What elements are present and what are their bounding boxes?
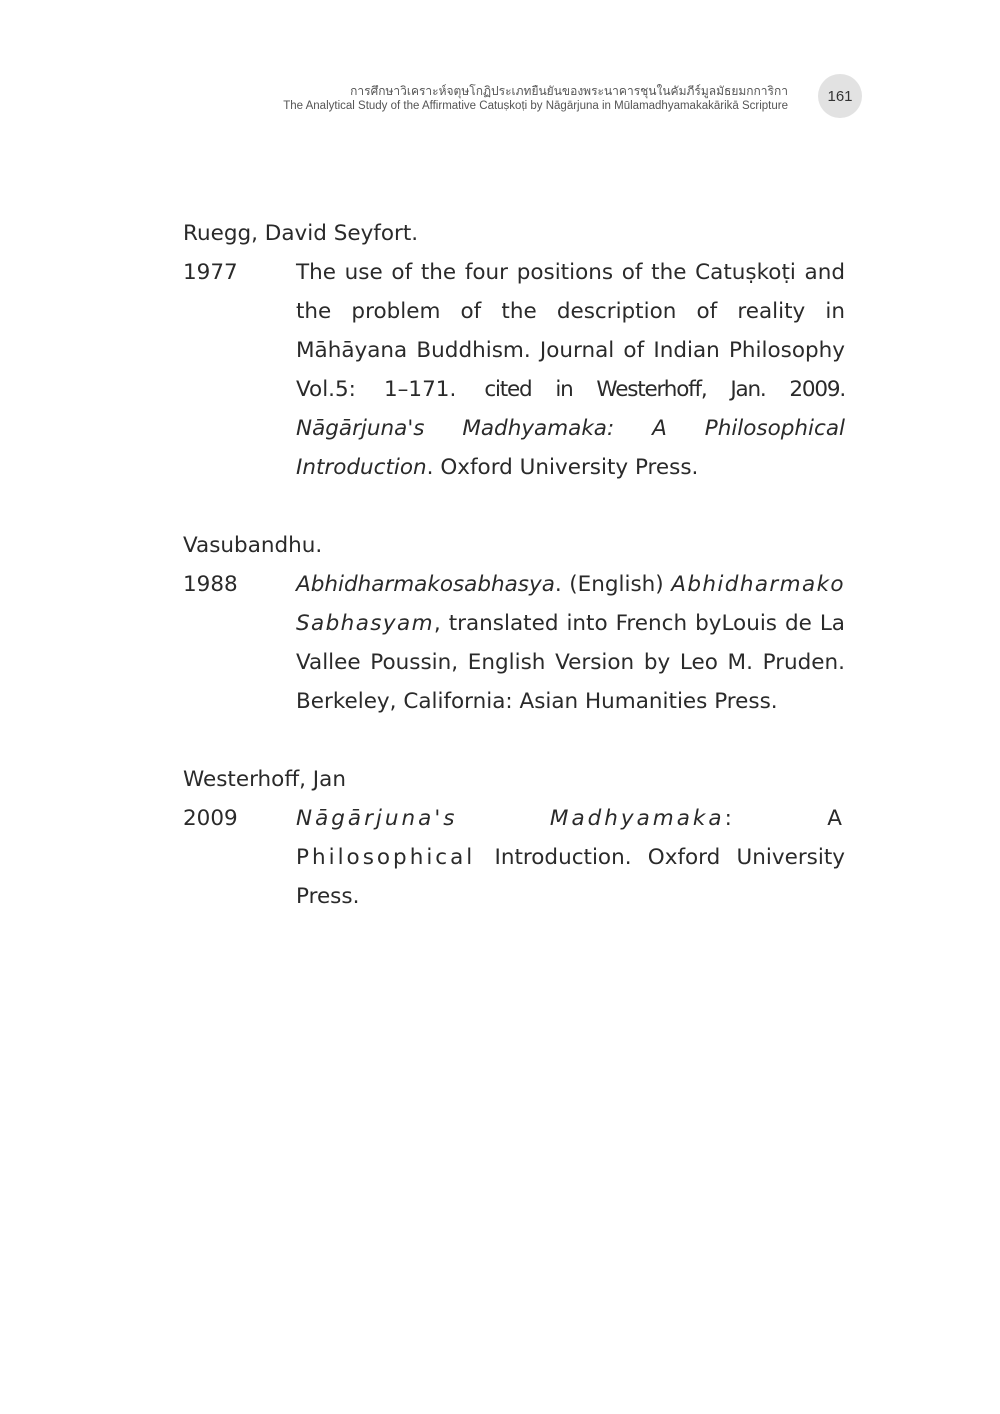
- reference-book-title: Abhidharmakosabhasya: [296, 572, 555, 597]
- reference-author: Westerhoff, Jan: [183, 767, 346, 792]
- running-header: [283, 84, 788, 113]
- reference-year: 1977: [183, 260, 238, 285]
- header-title-english: The Analytical Study of the Affirmative Catuṣkoṭi by Nāgārjuna in Mūlamadhyamakakārikā Scripture: [283, 100, 788, 112]
- reference-entry-ruegg: [183, 214, 845, 487]
- reference-entry-vasubandhu: [183, 526, 845, 721]
- reference-text: [296, 565, 845, 721]
- reference-entry-westerhoff: [183, 760, 845, 916]
- reference-citation-note: cited in Westerhoff, Jan. 2009.: [484, 377, 845, 402]
- reference-author: Vasubandhu.: [183, 533, 323, 558]
- reference-year: 2009: [183, 806, 238, 831]
- reference-year: 1988: [183, 572, 238, 597]
- reference-text: [296, 799, 845, 916]
- reference-text-part: . (English): [554, 572, 672, 597]
- reference-text-part: Introduction. Oxford University Press.: [296, 845, 845, 909]
- page-number-badge: 161: [818, 74, 862, 118]
- reference-book-title: Nāgārjuna's Madhyamaka: A Philosophical Introduction: [296, 416, 845, 480]
- header-title-thai: การศึกษาวิเคราะห์จตุษโกฏิประเภทยืนยันของพระนาคารชุนในคัมภีร์มูลมัธยมกการิกา: [350, 84, 788, 98]
- reference-text-part: The use of the four positions of the Catuṣkoṭi and the problem of the description of reality in Māhāyana Buddhism. Journal of Indian Philosophy Vol.5: 1–171.: [296, 260, 845, 402]
- reference-text: [296, 253, 845, 487]
- reference-book-title-english: Abhidharmako Sabhasyam: [296, 572, 845, 636]
- bibliography-list: [183, 214, 845, 955]
- reference-book-title: Nāgārjuna's Madhyamaka: [296, 806, 725, 831]
- reference-text-part: : A Philosophical: [296, 806, 845, 870]
- reference-text-part: . Oxford University Press.: [426, 455, 699, 480]
- reference-author: Ruegg, David Seyfort.: [183, 221, 419, 246]
- reference-text-part: , translated into French byLouis de La Vallee Poussin, English Version by Leo M. Pruden. Berkeley, California: Asian Humanities Press.: [296, 611, 845, 714]
